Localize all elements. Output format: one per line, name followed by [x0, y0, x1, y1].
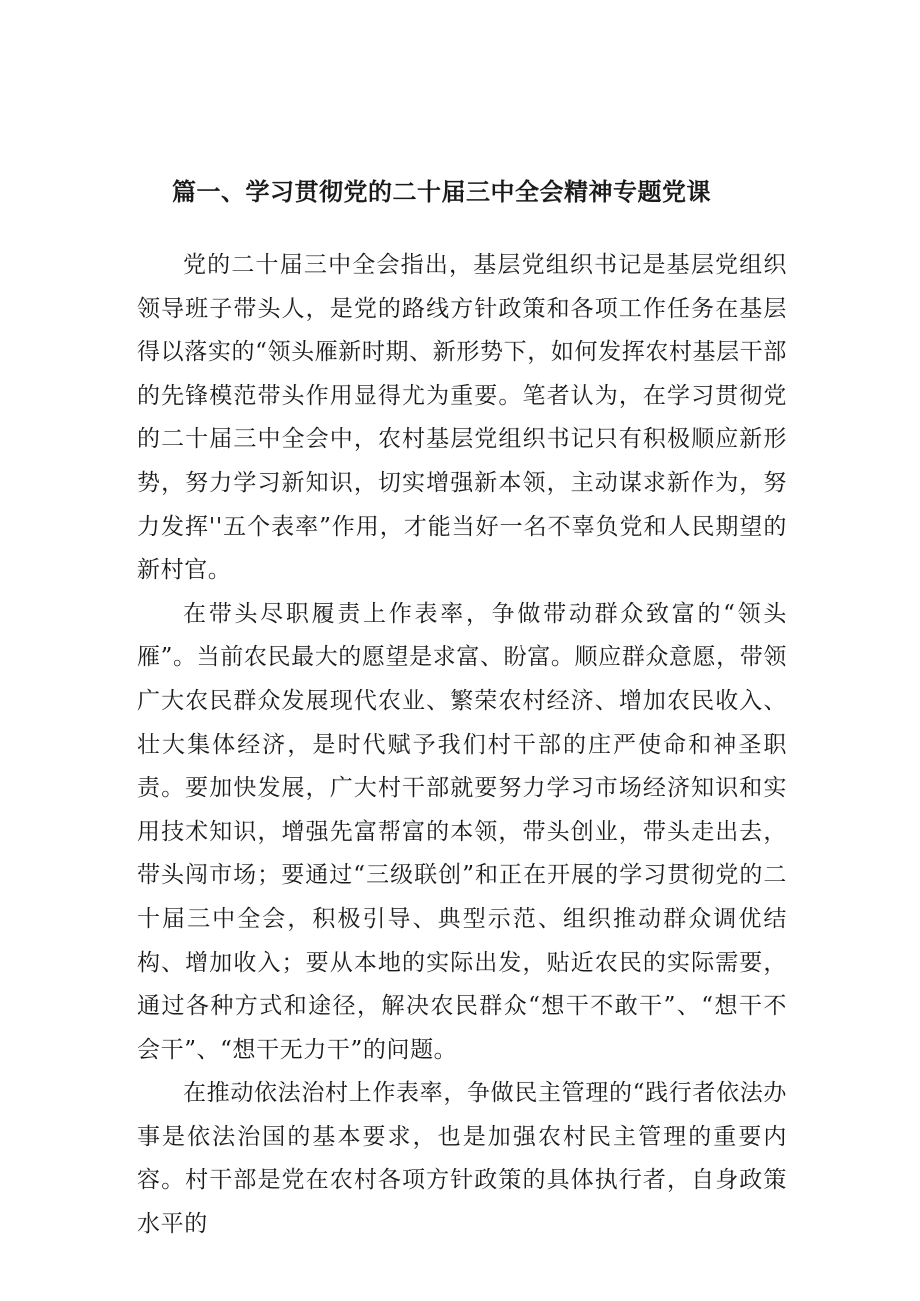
paragraph-1: 党的二十届三中全会指出，基层党组织书记是基层党组织领导班子带头人，是党的路线方针政策和各项工作任务在基层得以落实的“领头雁新时期、新形势下，如何发挥农村基层干部的先锋模范带头作用显得尤为重要。笔者认为，在学习贯彻党的二十届三中全会中，农村基层党组织书记只有积极顺应新形势，努力学习新知识，切实增强新本领，主动谋求新作为，努力发挥''五个表率”作用，才能当好一名不辜负党和人民期望的新村官。 — [137, 252, 787, 584]
paragraph-2: 在带头尽职履责上作表率，争做带动群众致富的“领头雁”。当前农民最大的愿望是求富、盼富。顺应群众意愿，带领广大农民群众发展现代农业、繁荣农村经济、增加农民收入、壮大集体经济，是时代赋予我们村干部的庄严使命和神圣职责。要加快发展，广大村干部就要努力学习市场经济知识和实用技术知识，增强先富帮富的本领，带头创业，带头走出去，带头闯市场；要通过“三级联创”和正在开展的学习贯彻党的二十届三中全会，积极引导、典型示范、组织推动群众调优结构、增加收入；要从本地的实际出发，贴近农民的实际需要，通过各种方式和途径，解决农民群众“想干不敢干”、“想干不会干”、“想干无力干”的问题。 — [137, 600, 787, 1063]
document-body — [137, 244, 787, 1247]
paragraph-3: 在推动依法治村上作表率，争做民主管理的“践行者依法办事是依法治国的基本要求，也是加强农村民主管理的重要内容。村干部是党在农村各项方针政策的具体执行者，自身政策水平的 — [137, 1080, 787, 1238]
document-title: 篇一、学习贯彻党的二十届三中全会精神专题党课 — [172, 178, 711, 206]
